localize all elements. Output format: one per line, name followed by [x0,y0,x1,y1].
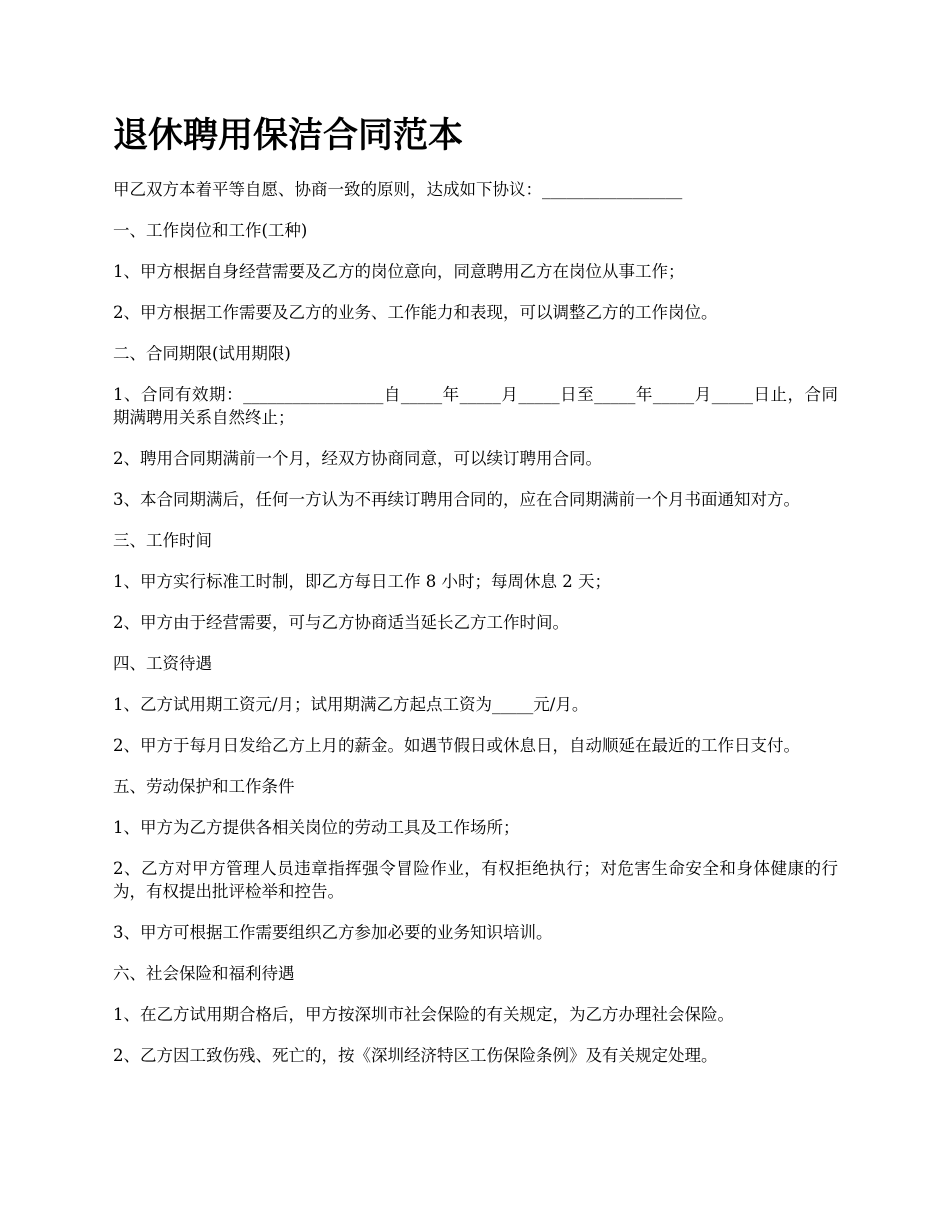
clause-4-2: 2、甲方于每月日发给乙方上月的薪金。如遇节假日或休息日，自动顺延在最近的工作日支付。 [113,736,800,755]
intro-paragraph: 甲乙双方本着平等自愿、协商一致的原则，达成如下协议：_________________ [113,180,683,199]
section-heading-5: 五、劳动保护和工作条件 [113,777,295,796]
clause-6-2: 2、乙方因工致伤残、死亡的，按《深圳经济特区工伤保险条例》及有关规定处理。 [113,1046,718,1065]
clause-4-1: 1、乙方试用期工资元/月；试用期满乙方起点工资为_____元/月。 [113,695,589,714]
section-heading-4: 四、工资待遇 [113,654,212,673]
clause-2-3: 3、本合同期满后，任何一方认为不再续订聘用合同的，应在合同期满前一个月书面通知对方。 [113,490,800,509]
clause-6-1: 1、在乙方试用期合格后，甲方按深圳市社会保险的有关规定，为乙方办理社会保险。 [113,1005,734,1024]
clause-2-1: 1、合同有效期：_________________自_____年_____月_____日至_____年_____月_____日止，合同期满聘用关系自然终止； [113,385,838,427]
clause-3-2: 2、甲方由于经营需要，可与乙方协商适当延长乙方工作时间。 [113,613,569,632]
section-heading-6: 六、社会保险和福利待遇 [113,964,295,983]
section-heading-3: 三、工作时间 [113,531,212,550]
clause-1-1: 1、甲方根据自身经营需要及乙方的岗位意向，同意聘用乙方在岗位从事工作； [113,262,685,281]
clause-1-2: 2、甲方根据工作需要及乙方的业务、工作能力和表现，可以调整乙方的工作岗位。 [113,303,718,322]
clause-5-1: 1、甲方为乙方提供各相关岗位的劳动工具及工作场所； [113,818,520,837]
clause-5-2: 2、乙方对甲方管理人员违章指挥强令冒险作业，有权拒绝执行；对危害生命安全和身体健康的行为，有权提出批评检举和控告。 [113,859,838,901]
document-title: 退休聘用保洁合同范本 [113,116,464,156]
clause-3-1: 1、甲方实行标准工时制，即乙方每日工作 8 小时；每周休息 2 天； [113,572,611,591]
section-heading-1: 一、工作岗位和工作(工种) [113,221,308,240]
document-page [113,112,838,1085]
clause-2-2: 2、聘用合同期满前一个月，经双方协商同意，可以续订聘用合同。 [113,449,602,468]
section-heading-2: 二、合同期限(试用期限) [113,344,291,363]
clause-5-3: 3、甲方可根据工作需要组织乙方参加必要的业务知识培训。 [113,923,553,942]
